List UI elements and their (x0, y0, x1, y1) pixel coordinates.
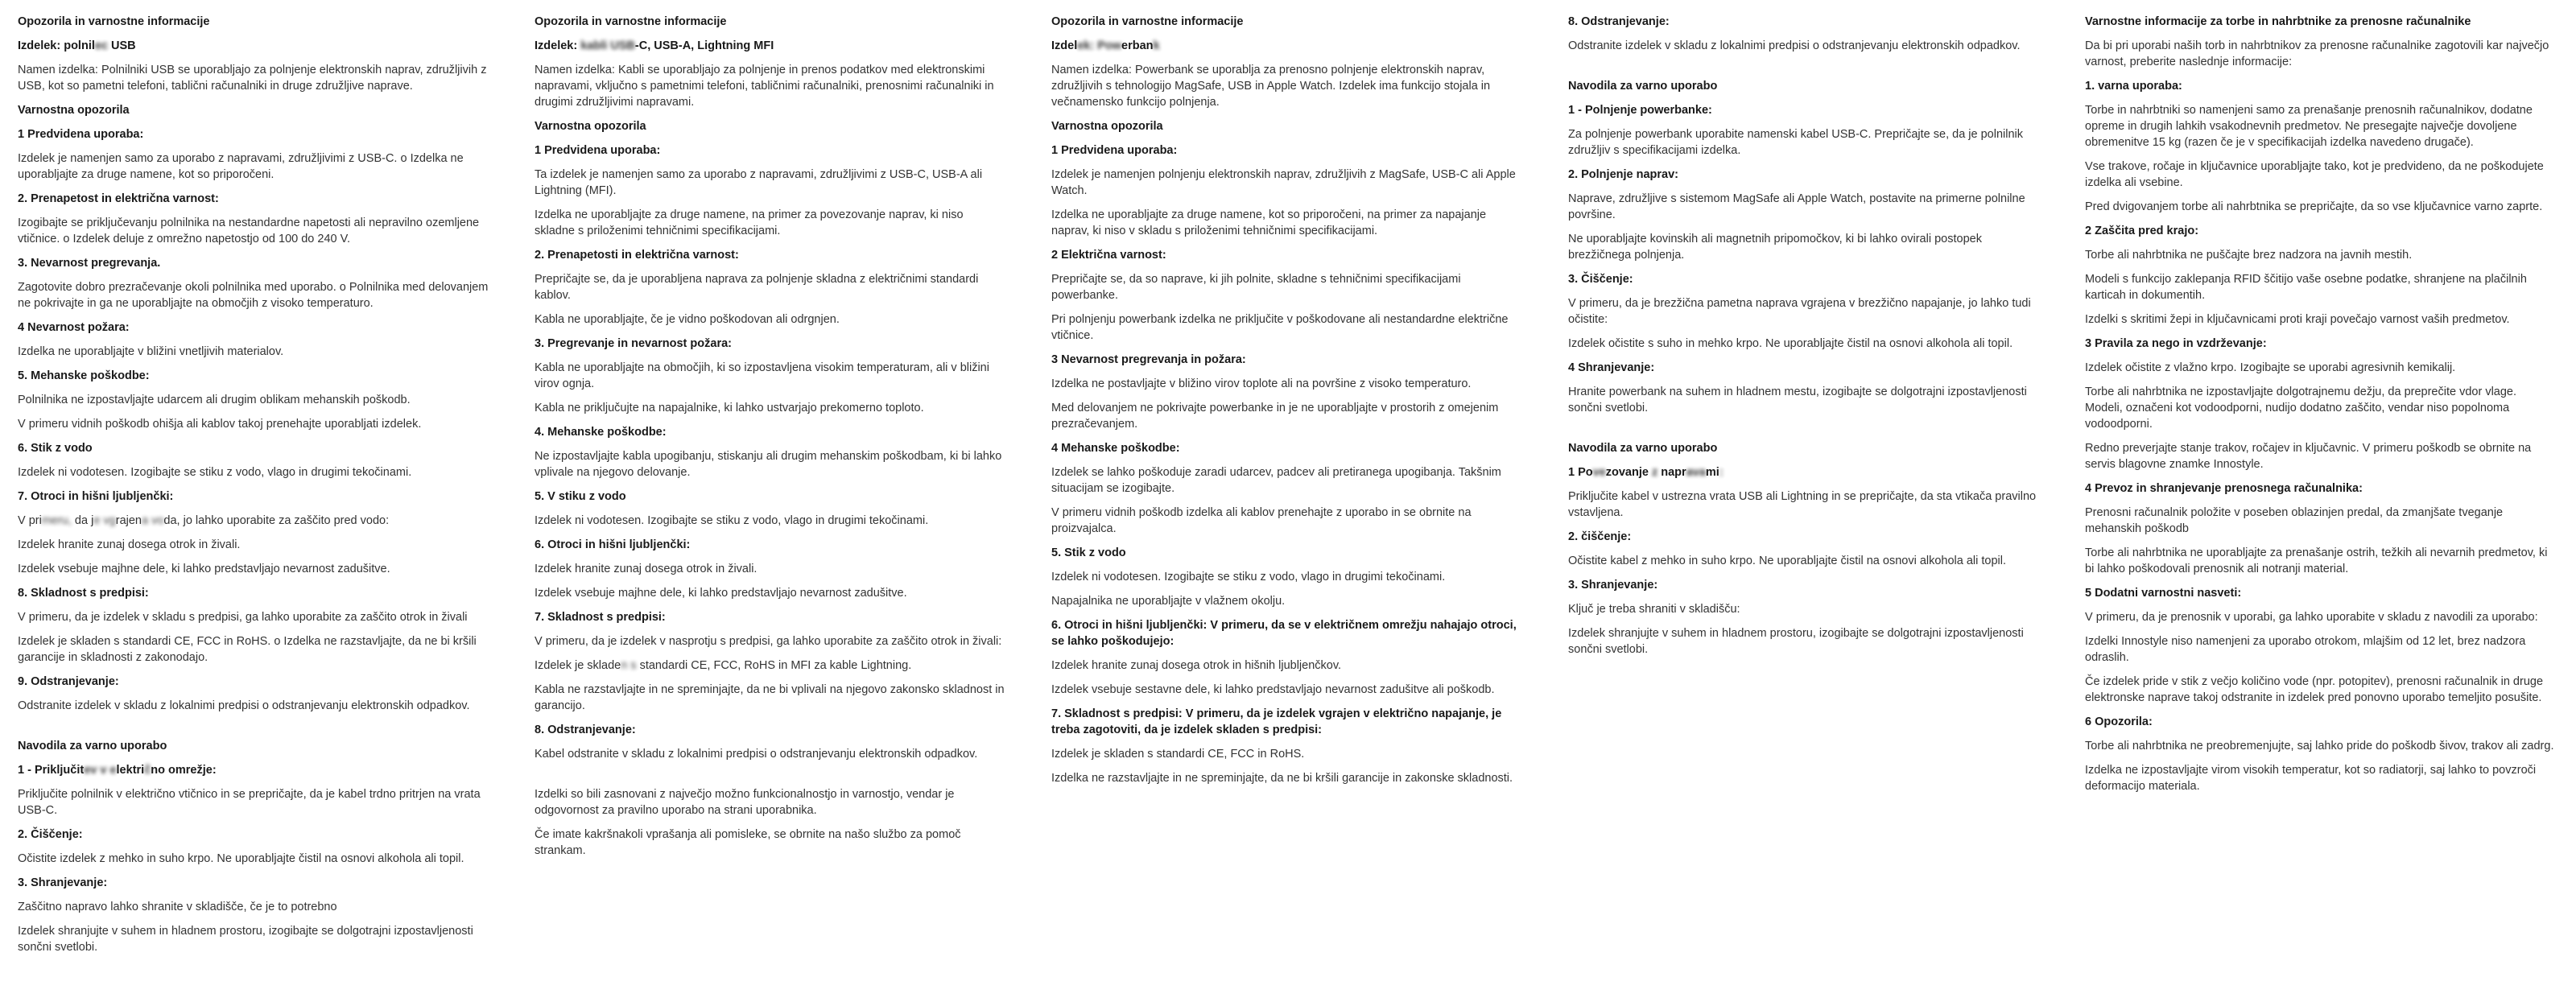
text: Varnostna opozorila (18, 104, 130, 117)
section-heading (1568, 102, 2039, 118)
paragraph (18, 344, 489, 360)
paragraph (18, 609, 489, 625)
text: Opozorila in varnostne informacije (1051, 15, 1244, 28)
section-heading (1568, 464, 2039, 480)
text: 4 Mehanske poškodbe: (1051, 442, 1180, 455)
paragraph (1051, 464, 1522, 497)
paragraph (535, 585, 1005, 601)
section-heading (1568, 271, 2039, 287)
section-heading (18, 875, 489, 891)
section-heading (18, 489, 489, 505)
paragraph (535, 360, 1005, 392)
paragraph (1568, 489, 2039, 521)
text: 7. Skladnost s predpisi: V primeru, da je izdelek vgrajen v električno napajanje, je treba zagotoviti, da je izdelek skladen s predpisi: (1051, 707, 1502, 736)
paragraph (2085, 102, 2556, 150)
section-heading (1568, 440, 2039, 456)
paragraph (2085, 38, 2556, 70)
blurred-text: č (144, 764, 151, 777)
paragraph (18, 633, 489, 666)
text: 6. Stik z vodo (18, 442, 93, 455)
blurred-text: a vo (141, 514, 164, 527)
section-heading (1568, 360, 2039, 376)
text: Navodila za varno uporabo (18, 740, 167, 752)
text: 7. Otroci in hišni ljubljenčki: (18, 490, 174, 503)
text: Izdelki Innostyle niso namenjeni za uporabo otrokom, mlajšim od 12 let, brez nadzora odraslih. (2085, 635, 2526, 664)
text: 1 Predvidena uporaba: (18, 128, 144, 141)
section-heading (535, 424, 1005, 440)
text: napr (1661, 466, 1686, 479)
text: Izdelek hranite zunaj dosega otrok in živali. (18, 538, 241, 551)
text: Izdelki s skritimi žepi in ključavnicami proti kraji povečajo varnost vaših predmetov. (2085, 313, 2510, 326)
paragraph (1568, 553, 2039, 569)
text: Namen izdelka: Kabli se uporabljajo za polnjenje in prenos podatkov med elektronskimi napravami, vključno s pametnimi telefoni, tabličnimi računalniki, prenosnimi računalniki in drugimi združljivimi napravami. (535, 64, 994, 109)
paragraph (1568, 191, 2039, 223)
text: standardi CE, FCC, RoHS in MFI za kable Lightning. (639, 659, 912, 672)
text: 1. varna uporaba: (2085, 80, 2182, 93)
text: Opozorila in varnostne informacije (535, 15, 727, 28)
text: 6. Otroci in hišni ljubljenčki: (535, 538, 691, 551)
text: 4 Shranjevanje: (1568, 361, 1655, 374)
section-heading (18, 585, 489, 601)
text: Polnilnika ne izpostavljajte udarcem ali drugim oblikam mehanskih poškodb. (18, 394, 411, 406)
text: 2 Zaščita pred krajo: (2085, 225, 2199, 237)
text: 8. Skladnost s predpisi: (18, 587, 149, 600)
text: Izdelka ne uporabljajte v bližini vnetljivih materialov. (18, 345, 284, 358)
paragraph (2085, 384, 2556, 432)
section-heading (18, 320, 489, 336)
paragraph (2085, 505, 2556, 537)
paragraph (18, 62, 489, 94)
section-heading (535, 38, 1005, 54)
blurred-text: kabli USB (580, 39, 635, 52)
text: USB (108, 39, 136, 52)
paragraph (18, 416, 489, 432)
section-heading (1051, 14, 1522, 30)
text: Modeli s funkcijo zaklepanja RFID ščitijo vaše osebne podatke, shranjene na plačilnih karticah in dokumentih. (2085, 273, 2527, 302)
paragraph (1568, 336, 2039, 352)
text: 2. Prenapetost in električna varnost: (18, 192, 219, 205)
paragraph (535, 746, 1005, 762)
section-heading (18, 102, 489, 118)
text: mi (1705, 466, 1719, 479)
text: Če imate kakršnakoli vprašanja ali pomisleke, se obrnite na našo službo za pomoč strankam. (535, 828, 961, 857)
section-heading (1051, 118, 1522, 134)
text: da, jo lahko uporabite za zaščito pred vodo: (163, 514, 390, 527)
blurred-text: n s (621, 659, 640, 672)
text: 3 Nevarnost pregrevanja in požara: (1051, 353, 1246, 366)
paragraph (18, 392, 489, 408)
blurred-text: k (1153, 39, 1160, 52)
paragraph (535, 448, 1005, 480)
text: V primeru, da je prenosnik v uporabi, ga lahko uporabite v skladu z navodili za uporabo: (2085, 611, 2538, 624)
blurred-text: ev v e (84, 764, 117, 777)
paragraph (1051, 376, 1522, 392)
paragraph (18, 899, 489, 915)
column-powerbank (1051, 14, 1522, 1006)
paragraph (18, 561, 489, 577)
text: Kabel odstranite v skladu z lokalnimi predpisi o odstranjevanju elektronskih odpadkov. (535, 748, 978, 761)
text: 9. Odstranjevanje: (18, 675, 119, 688)
paragraph (18, 698, 489, 714)
paragraph (535, 311, 1005, 328)
text: Prepričajte se, da je uporabljena naprava za polnjenje skladna z električnimi standardi kablov. (535, 273, 979, 302)
text: no omrežje: (151, 764, 217, 777)
text: 2 Električna varnost: (1051, 249, 1166, 262)
section-heading (1568, 167, 2039, 183)
section-heading (18, 674, 489, 690)
text: Zagotovite dobro prezračevanje okoli polnilnika med uporabo. o Polnilnika med delovanjem ne pokrivajte in ga ne uporabljajte na območjih z visoko temperaturo. (18, 281, 489, 310)
section-heading (18, 738, 489, 754)
section-heading (2085, 480, 2556, 497)
blurred-text: ve (1592, 466, 1606, 479)
text: Izdel (1051, 39, 1078, 52)
text: Kabla ne priključujte na napajalnike, ki lahko ustvarjajo prekomerno toploto. (535, 402, 924, 414)
paragraph (535, 682, 1005, 714)
paragraph (535, 658, 1005, 674)
text: Kabla ne uporabljajte, če je vidno poškodovan ali odrgnjen. (535, 313, 840, 326)
column-usb-charger (18, 14, 489, 1006)
paragraph (18, 150, 489, 183)
paragraph (535, 561, 1005, 577)
section-heading (1051, 545, 1522, 561)
section-heading (535, 722, 1005, 738)
paragraph (535, 827, 1005, 859)
text: Opozorila in varnostne informacije (18, 15, 210, 28)
paragraph (2085, 311, 2556, 328)
text: Izdelek je namenjen samo za uporabo z napravami, združljivimi z USB-C. o Izdelka ne uporabljajte za druge namene, kot so priporočeni. (18, 152, 464, 181)
text: V primeru, da je brezžična pametna naprava vgrajena v brezžično napajanje, jo lahko tudi očistite: (1568, 297, 2031, 326)
blurred-text: ec (94, 39, 109, 52)
section-heading (18, 38, 489, 54)
text: Izdelek: (535, 39, 581, 52)
text: V primeru, da je izdelek v nasprotju s predpisi, ga lahko uporabite za zaščito otrok in živali: (535, 635, 1002, 648)
blurred-text: meru, (41, 514, 75, 527)
text: Navodila za varno uporabo (1568, 442, 1718, 455)
text: Kabla ne uporabljajte na območjih, ki so izpostavljena visokim temperaturam, ali v bližini virov ognja. (535, 361, 989, 390)
paragraph (1051, 770, 1522, 786)
text: Napajalnika ne uporabljajte v vlažnem okolju. (1051, 595, 1286, 608)
text: Izdelka ne uporabljajte za druge namene, na primer za povezovanje naprav, ki niso skladne s priloženimi tehničnimi specifikacijami. (535, 208, 964, 237)
paragraph (1051, 271, 1522, 303)
paragraph (2085, 674, 2556, 706)
text: erban (1121, 39, 1154, 52)
text: Izdelek shranjujte v suhem in hladnem prostoru, izogibajte se dolgotrajni izpostavljenosti sončni svetlobi. (1568, 627, 2024, 656)
text: Izdelka ne postavljajte v bližino virov toplote ali na površine z visoko temperaturo. (1051, 377, 1472, 390)
text: Izdelek je skladen s standardi CE, FCC in RoHS. (1051, 748, 1305, 761)
text: Izdelek je skladen s standardi CE, FCC in RoHS. o Izdelka ne razstavljajte, da ne bi kršili garancije in skladnosti z zakonodajo. (18, 635, 477, 664)
text: 3. Čiščenje: (1568, 273, 1633, 286)
text: V primeru vidnih poškodb ohišja ali kablov takoj prenehajte uporabljati izdelek. (18, 418, 422, 431)
paragraph (1051, 569, 1522, 585)
text: zovanje (1605, 466, 1652, 479)
paragraph (1051, 167, 1522, 199)
paragraph (1051, 311, 1522, 344)
blurred-text: ava (1686, 466, 1706, 479)
text: Navodila za varno uporabo (1568, 80, 1718, 93)
text: V primeru vidnih poškodb izdelka ali kablov prenehajte z uporabo in se obrnite na proizvajalca. (1051, 506, 1472, 535)
text: -C, USB-A, Lightning MFI (634, 39, 774, 52)
section-heading (1051, 440, 1522, 456)
text: Zaščitno napravo lahko shranite v skladišče, če je to potrebno (18, 901, 337, 913)
blurred-text: z (1651, 466, 1662, 479)
section-heading (1051, 352, 1522, 368)
text: Izdelek vsebuje majhne dele, ki lahko predstavljajo nevarnost zadušitve. (535, 587, 907, 600)
text: 2. Polnjenje naprav: (1568, 168, 1678, 181)
text: Torbe ali nahrbtnika ne puščajte brez nadzora na javnih mestih. (2085, 249, 2413, 262)
paragraph (1051, 400, 1522, 432)
text: Izdelek hranite zunaj dosega otrok in živali. (535, 563, 758, 575)
text: Izdelek je namenjen polnjenju elektronskih naprav, združljivih z MagSafe, USB-C ali Apple Watch. (1051, 168, 1516, 197)
text: Prenosni računalnik položite v poseben oblazinjen predal, da zmanjšate tveganje mehanskih poškodb (2085, 506, 2504, 535)
text: Ključ je treba shraniti v skladišču: (1568, 603, 1740, 616)
text: lektri (116, 764, 145, 777)
paragraph (535, 167, 1005, 199)
section-heading (1568, 78, 2039, 94)
text: Odstranite izdelek v skladu z lokalnimi predpisi o odstranjevanju elektronskih odpadkov. (18, 699, 470, 712)
section-heading (535, 609, 1005, 625)
text: 6 Opozorila: (2085, 715, 2153, 728)
text: 2. Prenapetosti in električna varnost: (535, 249, 739, 262)
text: 4 Prevoz in shranjevanje prenosnega računalnika: (2085, 482, 2363, 495)
section-heading (2085, 14, 2556, 30)
paragraph (2085, 738, 2556, 754)
text: 2. Čiščenje: (18, 828, 83, 841)
text: Namen izdelka: Polnilniki USB se uporabljajo za polnjenje elektronskih naprav, združljivih z USB, kot so pametni telefoni, tablični računalniki in druge združljive naprave. (18, 64, 487, 93)
text: Priključite kabel v ustrezna vrata USB ali Lightning in se prepričajte, da sta vtikača pravilno vstavljena. (1568, 490, 2037, 519)
section-heading (535, 247, 1005, 263)
text: Izdelek vsebuje majhne dele, ki lahko predstavljajo nevarnost zadušitve. (18, 563, 390, 575)
paragraph (2085, 609, 2556, 625)
paragraph (2085, 762, 2556, 794)
paragraph (2085, 633, 2556, 666)
section-heading (1051, 38, 1522, 54)
section-heading (18, 368, 489, 384)
section-heading (18, 14, 489, 30)
text: 1 - Priključit (18, 764, 85, 777)
section-heading (1568, 14, 2039, 30)
section-heading (535, 142, 1005, 159)
text: 3. Shranjevanje: (18, 876, 108, 889)
paragraph (18, 786, 489, 818)
text: 3 Pravila za nego in vzdrževanje: (2085, 337, 2267, 350)
section-heading (1568, 529, 2039, 545)
text: Izdelka ne izpostavljajte virom visokih temperatur, kot so radiatorji, saj lahko to povzroči deformacijo materiala. (2085, 764, 2537, 793)
paragraph (1051, 62, 1522, 110)
text: Prepričajte se, da so naprave, ki jih polnite, skladne s tehničnimi specifikacijami powerbanke. (1051, 273, 1461, 302)
paragraph (1568, 625, 2039, 658)
text: Med delovanjem ne pokrivajte powerbanke in je ne uporabljajte v prostorih z omejenim prezračevanjem. (1051, 402, 1499, 431)
paragraph (2085, 271, 2556, 303)
text: Izdelek je sklade (535, 659, 621, 672)
text: Hranite powerbank na suhem in hladnem mestu, izogibajte se dolgotrajni izpostavljenosti sončni svetlobi. (1568, 385, 2027, 414)
paragraph (1051, 746, 1522, 762)
text: 6. Otroci in hišni ljubljenčki: V primeru, da se v električnem omrežju nahajajo otroci, se lahko poškodujejo: (1051, 619, 1517, 648)
text: 4. Mehanske poškodbe: (535, 426, 667, 439)
text: Izdelek hranite zunaj dosega otrok in hišnih ljubljenčkov. (1051, 659, 1342, 672)
text: V pri (18, 514, 42, 527)
section-heading (18, 126, 489, 142)
section-heading (1051, 247, 1522, 263)
text: Izdelek se lahko poškoduje zaradi udarcev, padcev ali pretiranega upogibanja. Takšnim situacijam se izogibajte. (1051, 466, 1501, 495)
text: Izdelek shranjujte v suhem in hladnem prostoru, izogibajte se dolgotrajni izpostavljenosti sončni svetlobi. (18, 925, 473, 954)
text: 3. Nevarnost pregrevanja. (18, 257, 161, 270)
paragraph (2085, 545, 2556, 577)
text: Pred dvigovanjem torbe ali nahrbtnika se prepričajte, da so vse ključavnice varno zaprte. (2085, 200, 2543, 213)
text: Torbe ali nahrbtnika ne preobremenjujte, saj lahko pride do poškodb šivov, trakov ali zadrg. (2085, 740, 2554, 752)
text: Izdelek ni vodotesen. Izogibajte se stiku z vodo, vlago in drugimi tekočinami. (1051, 571, 1446, 583)
text: 3. Pregrevanje in nevarnost požara: (535, 337, 732, 350)
text: 3. Shranjevanje: (1568, 579, 1658, 592)
text: Ta izdelek je namenjen samo za uporabo z napravami, združljivimi z USB-C, USB-A ali Lightning (MFI). (535, 168, 983, 197)
text: Torbe in nahrbtniki so namenjeni samo za prenašanje prenosnih računalnikov, dodatne opreme in drugih lahkih vsakodnevnih predmetov. Ne presegajte največje dovoljene obremenitve 15 kg (razen če je v specifikacijah izdelka navedeno drugače). (2085, 104, 2533, 149)
section-heading (2085, 223, 2556, 239)
section-heading (1051, 617, 1522, 649)
text: Za polnjenje powerbank uporabite namenski kabel USB-C. Prepričajte se, da je polnilnik združljiv s specifikacijami izdelka. (1568, 128, 2024, 157)
text: Odstranite izdelek v skladu z lokalnimi predpisi o odstranjevanju elektronskih odpadkov. (1568, 39, 2021, 52)
section-heading (2085, 336, 2556, 352)
section-heading (535, 336, 1005, 352)
text: Izdelek očistite z vlažno krpo. Izogibajte se uporabi agresivnih kemikalij. (2085, 361, 2456, 374)
paragraph (535, 62, 1005, 110)
text: Izdelek ni vodotesen. Izogibajte se stiku z vodo, vlago in drugimi tekočinami. (535, 514, 929, 527)
blurred-text: e vg (93, 514, 116, 527)
paragraph (1051, 505, 1522, 537)
text: 1 Po (1568, 466, 1593, 479)
text: Izdelek ni vodotesen. Izogibajte se stiku z vodo, vlago in drugimi tekočinami. (18, 466, 412, 479)
section-heading (535, 489, 1005, 505)
text: 5. Stik z vodo (1051, 546, 1126, 559)
paragraph (1568, 601, 2039, 617)
text: Varnostna opozorila (1051, 120, 1163, 133)
section-heading (1051, 142, 1522, 159)
text: Izdelek očistite s suho in mehko krpo. Ne uporabljajte čistil na osnovi alkohola ali topil. (1568, 337, 2013, 350)
paragraph (1568, 295, 2039, 328)
paragraph (18, 851, 489, 867)
text: 4 Nevarnost požara: (18, 321, 130, 334)
section-heading (2085, 714, 2556, 730)
paragraph (535, 786, 1005, 818)
text: Da bi pri uporabi naših torb in nahrbtnikov za prenosne računalnike zagotovili kar največjo varnost, preberite naslednje informacije: (2085, 39, 2549, 68)
section-heading (18, 191, 489, 207)
paragraph (1051, 593, 1522, 609)
section-heading (18, 762, 489, 778)
text: Izdelka ne uporabljajte za druge namene, kot so priporočeni, na primer za napajanje naprav, ki niso v skladu s priloženimi tehničnimi specifikacijami. (1051, 208, 1487, 237)
paragraph (18, 279, 489, 311)
paragraph (2085, 440, 2556, 472)
text: 2. čiščenje: (1568, 530, 1632, 543)
section-heading (2085, 585, 2556, 601)
blurred-text: : (1719, 466, 1724, 479)
paragraph (2085, 360, 2556, 376)
text: da j (74, 514, 94, 527)
text: Torbe ali nahrbtnika ne izpostavljajte dolgotrajnemu dežju, da preprečite vdor vlage. Modeli, označeni kot vodoodporni, nudijo dodatno zaščito, vendar niso popolnoma vodoodporni. (2085, 385, 2517, 431)
paragraph (1568, 126, 2039, 159)
section-heading (18, 827, 489, 843)
paragraph (535, 513, 1005, 529)
paragraph (535, 207, 1005, 239)
paragraph (1568, 38, 2039, 54)
column-powerbank-continued (1568, 14, 2039, 1006)
text: Očistite izdelek z mehko in suho krpo. Ne uporabljajte čistil na osnovi alkohola ali topil. (18, 852, 464, 865)
text: 5 Dodatni varnostni nasveti: (2085, 587, 2242, 600)
text: 7. Skladnost s predpisi: (535, 611, 666, 624)
text: 1 Predvidena uporaba: (1051, 144, 1178, 157)
section-heading (18, 440, 489, 456)
paragraph (535, 400, 1005, 416)
section-heading (535, 14, 1005, 30)
paragraph (18, 537, 489, 553)
paragraph (2085, 247, 2556, 263)
text: V primeru, da je izdelek v skladu s predpisi, ga lahko uporabite za zaščito otrok in živali (18, 611, 468, 624)
section-heading (1051, 706, 1522, 738)
text: Če izdelek pride v stik z večjo količino vode (npr. potopitev), prenosni računalnik in druge elektronske naprave takoj odstranite in izdelek pred ponovno uporabo temeljito posušite. (2085, 675, 2544, 704)
text: 8. Odstranjevanje: (1568, 15, 1670, 28)
section-heading (1568, 577, 2039, 593)
paragraph (2085, 159, 2556, 191)
section-heading (18, 255, 489, 271)
text: Pri polnjenju powerbank izdelka ne priključite v poškodovane ali nestandardne električne vtičnice. (1051, 313, 1509, 342)
text: Namen izdelka: Powerbank se uporablja za prenosno polnjenje elektronskih naprav, združljivih s tehnologijo MagSafe, USB in Apple Watch. Izdelek ima funkcijo stojala in večnamensko funkcijo polnjenja. (1051, 64, 1491, 109)
text: 5. Mehanske poškodbe: (18, 369, 150, 382)
text: Ne izpostavljajte kabla upogibanju, stiskanju ali drugim mehanskim poškodbam, ki bi lahko vplivale na njegovo delovanje. (535, 450, 1002, 479)
paragraph (535, 271, 1005, 303)
text: Redno preverjajte stanje trakov, ročajev in ključavnic. V primeru poškodb se obrnite na servis blagovne znamke Innostyle. (2085, 442, 2532, 471)
paragraph (535, 633, 1005, 649)
text: Kabla ne razstavljajte in ne spreminjajte, da ne bi vplivali na njegovo zakonsko skladnost in garancijo. (535, 683, 1005, 712)
text: Varnostne informacije za torbe in nahrbtnike za prenosne računalnike (2085, 15, 2471, 28)
paragraph (1051, 682, 1522, 698)
text: Izogibajte se priključevanju polnilnika na nestandardne napetosti ali nepravilno ozemljene vtičnice. o Izdelek deluje z omrežno napetostjo od 100 do 240 V. (18, 216, 480, 245)
paragraph (1568, 384, 2039, 416)
text: 5. V stiku z vodo (535, 490, 626, 503)
text: 1 - Polnjenje powerbanke: (1568, 104, 1712, 117)
blurred-text: ek: Pow (1077, 39, 1122, 52)
column-cables (535, 14, 1005, 1006)
text: Torbe ali nahrbtnika ne uporabljajte za prenašanje ostrih, težkih ali nevarnih predmetov, ki bi lahko poškodovali prenosnik ali notranji material. (2085, 546, 2548, 575)
text: Ne uporabljajte kovinskih ali magnetnih pripomočkov, ki bi lahko ovirali postopek brezžičnega polnjenja. (1568, 233, 1982, 262)
paragraph (2085, 199, 2556, 215)
text: Očistite kabel z mehko in suho krpo. Ne uporabljajte čistil na osnovi alkohola ali topil. (1568, 555, 2007, 567)
text: 1 Predvidena uporaba: (535, 144, 661, 157)
text: Vse trakove, ročaje in ključavnice uporabljajte tako, kot je predvideno, da ne poškodujete izdelka ali vsebine. (2085, 160, 2544, 189)
section-heading (535, 537, 1005, 553)
text: Izdelki so bili zasnovani z največjo možno funkcionalnostjo in varnostjo, vendar je odgovornost za pravilno uporabo na strani uporabnika. (535, 788, 955, 817)
paragraph (18, 464, 489, 480)
paragraph (1051, 658, 1522, 674)
text: rajen (115, 514, 142, 527)
paragraph (18, 215, 489, 247)
section-heading (535, 118, 1005, 134)
paragraph (1051, 207, 1522, 239)
paragraph (18, 513, 489, 529)
text: Naprave, združljive s sistemom MagSafe ali Apple Watch, postavite na primerne polnilne površine. (1568, 192, 2025, 221)
paragraph (1568, 231, 2039, 263)
text: Priključite polnilnik v električno vtičnico in se prepričajte, da je kabel trdno pritrjen na vrata USB-C. (18, 788, 481, 817)
text: Izdelek: polnil (18, 39, 95, 52)
paragraph (18, 923, 489, 955)
column-laptop-bags (2085, 14, 2556, 1006)
section-heading (2085, 78, 2556, 94)
text: Izdelek vsebuje sestavne dele, ki lahko predstavljajo nevarnost zadušitve ali poškodb. (1051, 683, 1495, 696)
text: 8. Odstranjevanje: (535, 724, 636, 736)
text: Varnostna opozorila (535, 120, 646, 133)
text: Izdelka ne razstavljajte in ne spreminjajte, da ne bi kršili garancije in zakonske skladnosti. (1051, 772, 1513, 785)
